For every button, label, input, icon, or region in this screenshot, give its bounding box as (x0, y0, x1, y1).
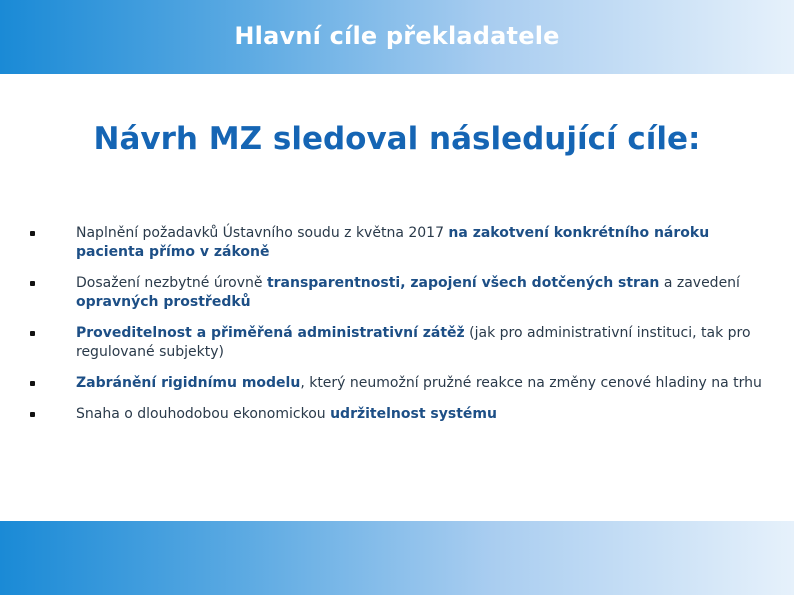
bullet-icon (30, 331, 35, 336)
item-text: Dosažení nezbytné úrovně (76, 275, 267, 291)
item-emphasis: opravných prostředků (76, 294, 251, 310)
list-item (30, 324, 770, 362)
slide-subtitle: Návrh MZ sledoval následující cíle: (93, 121, 701, 157)
item-emphasis: transparentnosti, zapojení všech dotčených stran (266, 275, 660, 291)
item-text: (jak pro administrativní instituci, tak pro regulované subjekty) (76, 325, 751, 360)
bullet-icon (30, 412, 35, 417)
item-emphasis: Zabránění rigidnímu modelu (76, 375, 301, 391)
item-emphasis: udržitelnost systému (330, 406, 497, 422)
list-item (30, 274, 770, 312)
bullet-icon (30, 381, 35, 386)
item-text: , který neumožní pružné reakce na změny cenové hladiny na trhu (300, 375, 762, 391)
list-item (30, 374, 770, 393)
goals-list (30, 224, 770, 436)
item-text: Naplnění požadavků Ústavního soudu z května 2017 (76, 225, 449, 241)
slide-title: Hlavní cíle překladatele (234, 22, 560, 50)
item-text: a zavedení (659, 275, 740, 291)
list-item (30, 224, 770, 262)
bullet-icon (30, 281, 35, 286)
list-item (30, 405, 770, 424)
bullet-icon (30, 231, 35, 236)
footer-band (0, 521, 794, 595)
item-emphasis: na zakotvení konkrétního nároku pacienta přímo v zákoně (76, 225, 710, 260)
item-emphasis: Proveditelnost a přiměřená administrativní zátěž (76, 325, 465, 341)
item-text: Snaha o dlouhodobou ekonomickou (76, 406, 331, 422)
